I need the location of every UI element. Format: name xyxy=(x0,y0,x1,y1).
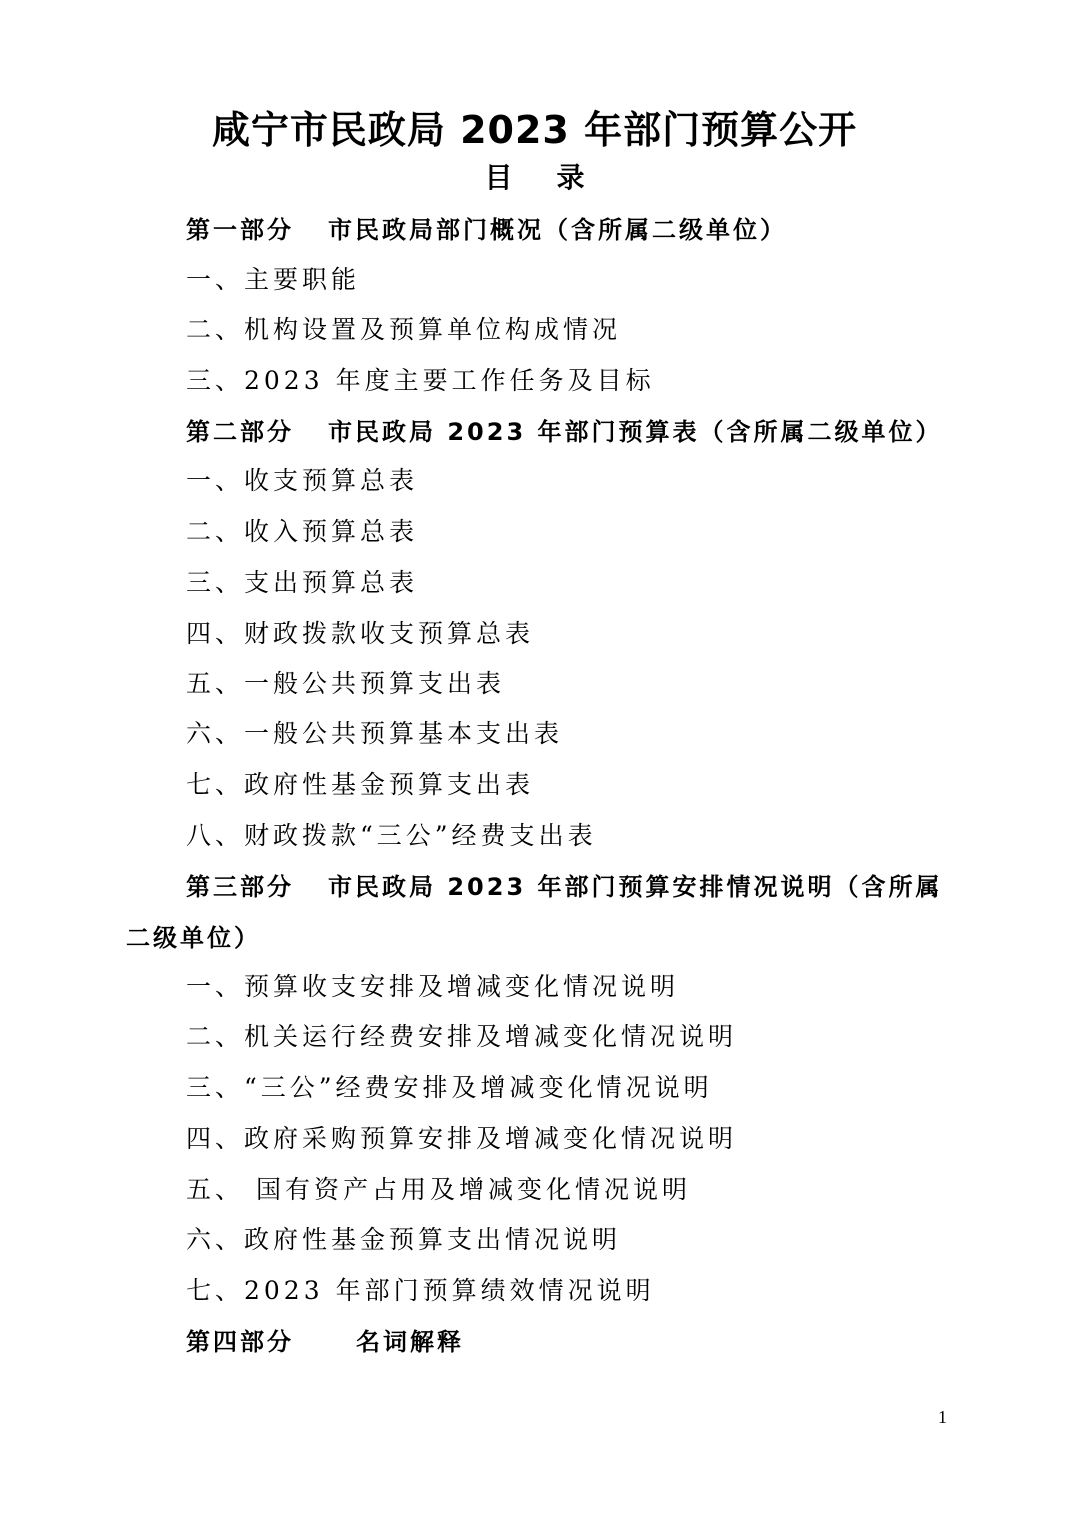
part-label: 第二部分 xyxy=(186,418,294,446)
toc-item[interactable]: 四、政府采购预算安排及增减变化情况说明 xyxy=(186,1124,738,1153)
part-label: 第一部分 xyxy=(186,216,294,244)
toc-item[interactable]: 八、财政拨款“三公”经费支出表 xyxy=(186,821,597,850)
toc-item[interactable]: 一、收支预算总表 xyxy=(186,466,419,495)
toc-item[interactable]: 三、支出预算总表 xyxy=(186,568,419,597)
toc-item[interactable]: 七、政府性基金预算支出表 xyxy=(186,770,535,799)
toc-item[interactable]: 一、主要职能 xyxy=(186,265,361,294)
toc-part-3-continued[interactable]: 二级单位） xyxy=(126,924,261,952)
toc-part-4[interactable] xyxy=(186,1324,464,1360)
toc-item[interactable]: 五、 国有资产占用及增减变化情况说明 xyxy=(186,1175,691,1204)
toc-item[interactable]: 七、2023 年部门预算绩效情况说明 xyxy=(186,1276,655,1305)
toc-item[interactable]: 六、一般公共预算基本支出表 xyxy=(186,719,564,748)
toc-item[interactable]: 二、机关运行经费安排及增减变化情况说明 xyxy=(186,1022,738,1051)
toc-item[interactable]: 五、一般公共预算支出表 xyxy=(186,669,506,698)
toc-part-2[interactable] xyxy=(186,414,943,450)
part-title: 市民政局部门概况（含所属二级单位） xyxy=(328,216,787,244)
toc-item[interactable]: 一、预算收支安排及增减变化情况说明 xyxy=(186,972,680,1001)
part-title: 名词解释 xyxy=(356,1328,464,1356)
toc-item[interactable]: 四、财政拨款收支预算总表 xyxy=(186,619,535,648)
toc-item[interactable]: 三、“三公”经费安排及增减变化情况说明 xyxy=(186,1073,713,1102)
toc-part-1[interactable] xyxy=(186,212,787,248)
part-title: 市民政局 2023 年部门预算安排情况说明（含所属 xyxy=(328,873,943,901)
toc-part-3[interactable] xyxy=(186,869,943,905)
toc-item[interactable]: 二、收入预算总表 xyxy=(186,517,419,546)
part-label: 第三部分 xyxy=(186,873,294,901)
part-title: 市民政局 2023 年部门预算表（含所属二级单位） xyxy=(328,418,943,446)
toc-item[interactable]: 二、机构设置及预算单位构成情况 xyxy=(186,315,622,344)
document-title: 咸宁市民政局 2023 年部门预算公开 xyxy=(211,108,858,152)
page-number: 1 xyxy=(938,1407,947,1427)
toc-heading: 目录 xyxy=(484,161,629,194)
toc-item[interactable]: 六、政府性基金预算支出情况说明 xyxy=(186,1225,622,1254)
part-label: 第四部分 xyxy=(186,1328,294,1356)
toc-item[interactable]: 三、2023 年度主要工作任务及目标 xyxy=(186,366,655,395)
